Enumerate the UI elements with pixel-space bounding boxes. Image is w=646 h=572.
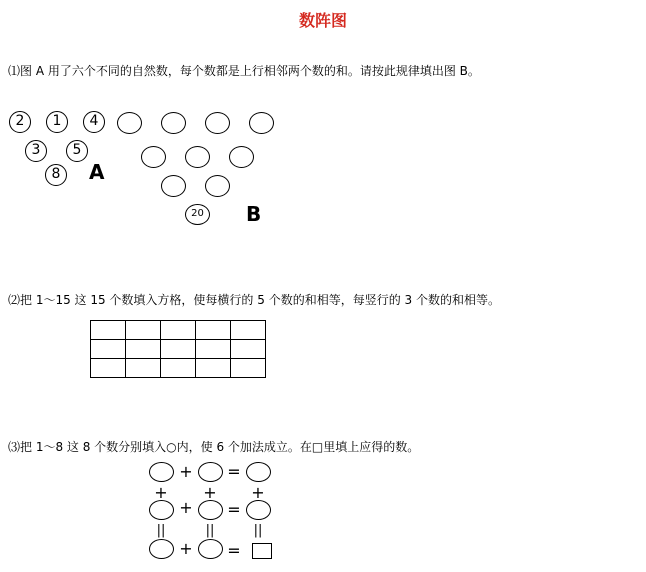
grid-cell[interactable]: [91, 321, 126, 340]
fig-a-circle: 8: [45, 164, 67, 186]
number-grid: [90, 320, 266, 378]
grid-cell[interactable]: [161, 359, 196, 378]
question-1-text: ⑴图 A 用了六个不同的自然数，每个数都是上行相邻两个数的和。请按此规律填出图 B。: [8, 64, 480, 78]
plus-sign: +: [203, 483, 217, 502]
fig-b-empty-circle[interactable]: [117, 112, 142, 134]
grid-cell[interactable]: [231, 359, 266, 378]
fig-b-empty-circle[interactable]: [161, 175, 186, 197]
puzzle-circle[interactable]: [198, 462, 223, 482]
grid-cell[interactable]: [196, 321, 231, 340]
plus-sign: +: [179, 462, 193, 481]
grid-cell[interactable]: [231, 340, 266, 359]
grid-cell[interactable]: [91, 340, 126, 359]
page-title: 数阵图: [298, 11, 347, 30]
grid-cell[interactable]: [161, 340, 196, 359]
fig-a-circle: 3: [25, 140, 47, 162]
grid-cell[interactable]: [126, 359, 161, 378]
fig-b-empty-circle[interactable]: [229, 146, 254, 168]
plus-sign: +: [179, 498, 193, 517]
puzzle-circle[interactable]: [149, 539, 174, 559]
plus-sign: +: [154, 483, 168, 502]
fig-a-circle: 1: [46, 111, 68, 133]
grid-cell[interactable]: [231, 321, 266, 340]
grid-cell[interactable]: [196, 340, 231, 359]
grid-row: [91, 359, 266, 378]
grid-row: [91, 340, 266, 359]
fig-b-empty-circle[interactable]: [141, 146, 166, 168]
puzzle-circle[interactable]: [198, 500, 223, 520]
fig-b-empty-circle[interactable]: [205, 175, 230, 197]
fig-a-circle: 2: [9, 111, 31, 133]
fig-b-empty-circle[interactable]: [249, 112, 274, 134]
fig-b-empty-circle[interactable]: [205, 112, 230, 134]
puzzle-circle[interactable]: [198, 539, 223, 559]
fig-a-label: A: [89, 160, 105, 184]
puzzle-circle[interactable]: [246, 500, 271, 520]
grid-cell[interactable]: [126, 340, 161, 359]
fig-b-bottom-circle: 20: [185, 204, 210, 225]
fig-a-circle: 4: [83, 111, 105, 133]
fig-b-empty-circle[interactable]: [185, 146, 210, 168]
equals-sign: =: [227, 462, 241, 481]
puzzle-circle[interactable]: [246, 462, 271, 482]
grid-cell[interactable]: [126, 321, 161, 340]
puzzle-circle[interactable]: [149, 500, 174, 520]
vertical-equals-sign: ||: [156, 523, 166, 538]
equals-sign: =: [227, 500, 241, 519]
grid-cell[interactable]: [161, 321, 196, 340]
grid-cell[interactable]: [196, 359, 231, 378]
answer-box[interactable]: [252, 543, 272, 559]
puzzle-circle[interactable]: [149, 462, 174, 482]
equals-sign: =: [227, 541, 241, 560]
fig-b-label: B: [246, 202, 262, 226]
fig-a-circle: 5: [66, 140, 88, 162]
question-2-text: ⑵把 1～15 这 15 个数填入方格，使每横行的 5 个数的和相等，每竖行的 3 个数的和相等。: [8, 293, 500, 307]
fig-b-empty-circle[interactable]: [161, 112, 186, 134]
grid-row: [91, 321, 266, 340]
grid-cell[interactable]: [91, 359, 126, 378]
plus-sign: +: [179, 539, 193, 558]
vertical-equals-sign: ||: [205, 523, 215, 538]
question-3-text: ⑶把 1～8 这 8 个数分别填入○内，使 6 个加法成立。在□里填上应得的数。: [8, 440, 420, 454]
plus-sign: +: [251, 483, 265, 502]
vertical-equals-sign: ||: [253, 523, 263, 538]
